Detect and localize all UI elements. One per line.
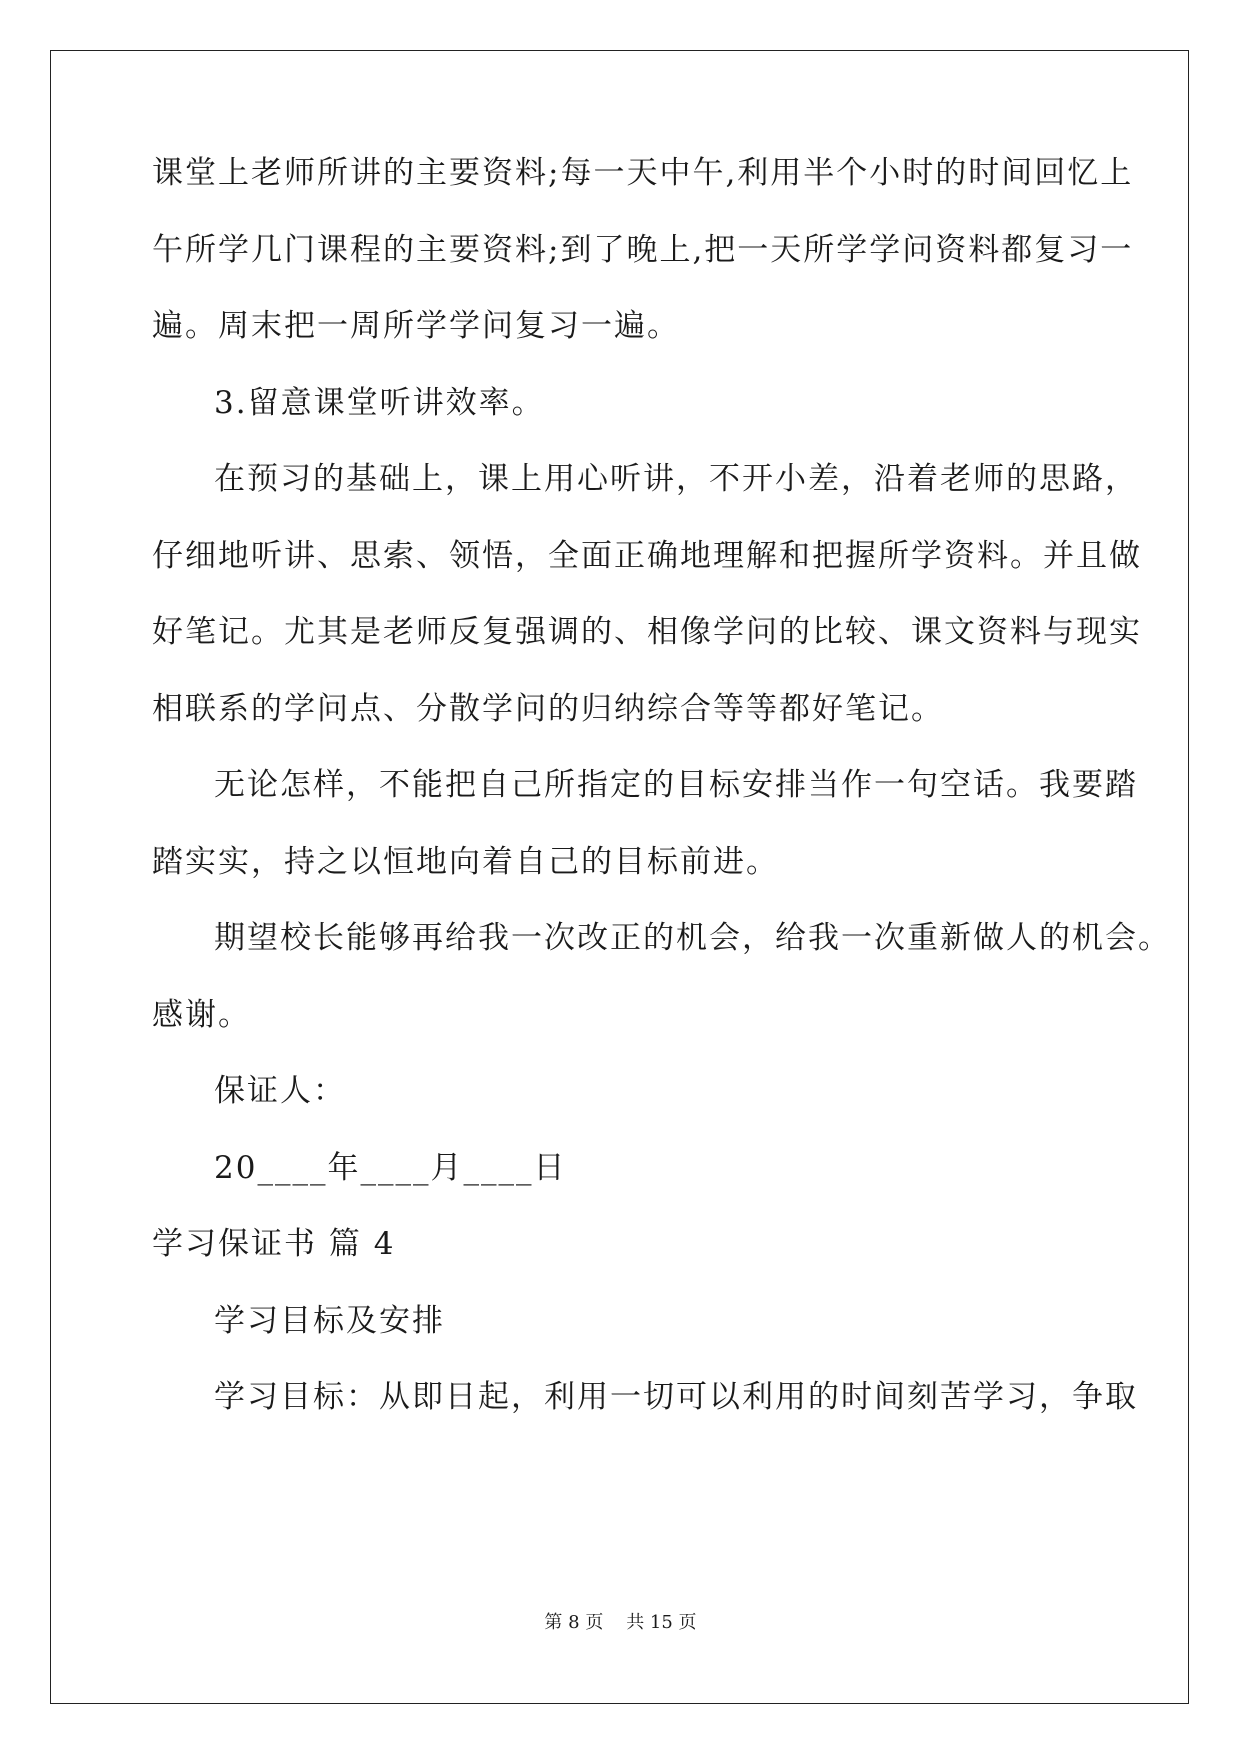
paragraph-line: 相联系的学问点、分散学问的归纳综合等等都好笔记。 <box>152 691 944 727</box>
paragraph-line: 踏实实，持之以恒地向着自己的目标前进。 <box>152 844 779 880</box>
article-title: 学习保证书 篇 4 <box>152 1226 396 1262</box>
paragraph-line: 仔细地听讲、思索、领悟，全面正确地理解和把握所学资料。并且做 <box>152 538 1142 574</box>
paragraph-line: 遍。周末把一周所学学问复习一遍。 <box>152 308 680 344</box>
paragraph-line: 无论怎样，不能把自己所指定的目标安排当作一句空话。我要踏 <box>214 767 1138 803</box>
paragraph-line: 在预习的基础上，课上用心听讲，不开小差，沿着老师的思路， <box>214 461 1138 497</box>
paragraph-line: 课堂上老师所讲的主要资料;每一天中午,利用半个小时的时间回忆上 <box>152 155 1134 191</box>
section-heading: 3.留意课堂听讲效率。 <box>214 385 545 421</box>
paragraph-line: 午所学几门课程的主要资料;到了晚上,把一天所学学问资料都复习一 <box>152 232 1134 268</box>
paragraph-line: 学习目标：从即日起，利用一切可以利用的时间刻苦学习，争取 <box>214 1379 1138 1415</box>
paragraph-line: 好笔记。尤其是老师反复强调的、相像学问的比较、课文资料与现实 <box>152 614 1142 650</box>
guarantor-label: 保证人： <box>214 1073 346 1109</box>
paragraph-line: 期望校长能够再给我一次改正的机会，给我一次重新做人的机会。 <box>214 920 1171 956</box>
section-heading: 学习目标及安排 <box>214 1303 445 1339</box>
page-number-footer: 第 8 页 共 15 页 <box>544 1612 697 1633</box>
date-line: 20____年____月____日 <box>214 1150 567 1186</box>
paragraph-line: 感谢。 <box>152 997 251 1033</box>
